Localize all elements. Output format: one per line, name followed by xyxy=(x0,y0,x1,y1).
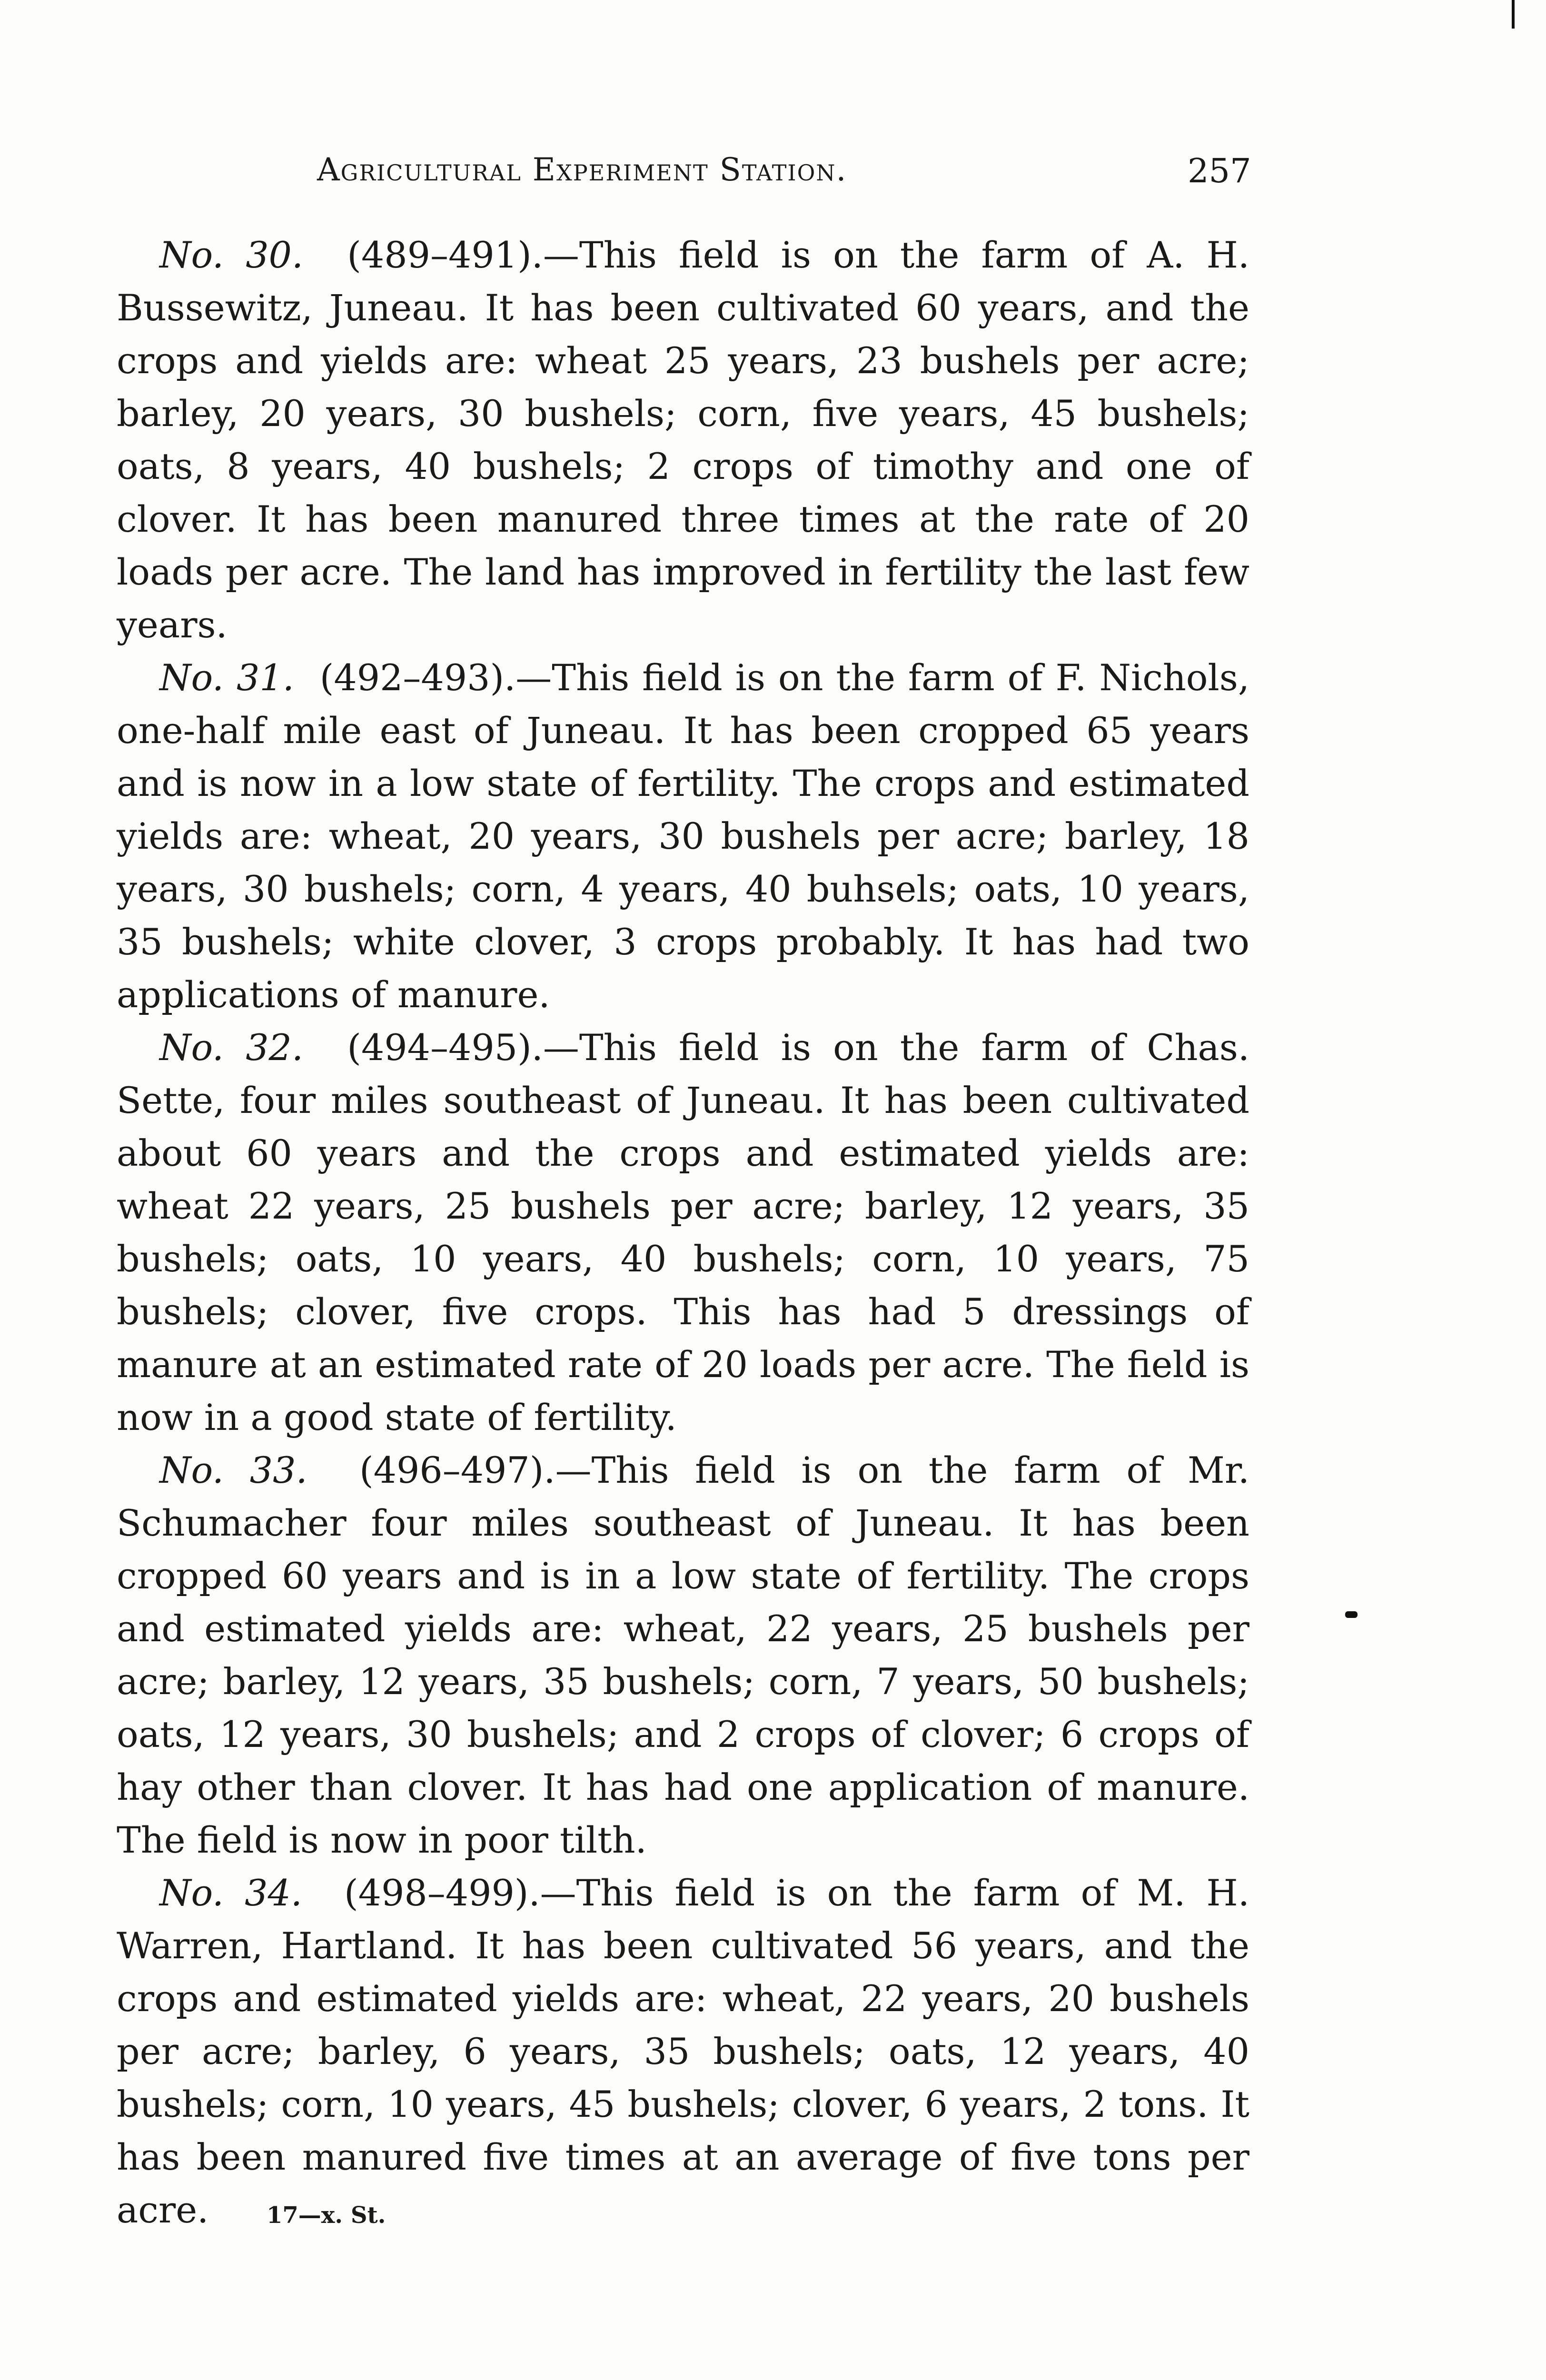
scan-edge-top xyxy=(1512,0,1515,29)
margin-ink-mark xyxy=(1345,1611,1358,1618)
entry-text: (494–495).—This field is on the farm of Chas. Sette, four miles southeast of Juneau. It has been cultivated about 60 years and the crops and estimated yields are: wheat 22 years, 25 bushels per acre; barley, 12 years, 35 bushels; oats, 10 years, 40 bushels; corn, 10 years, 75 bushels; clover, five crops. This has had 5 dressings of manure at an estimated rate of 20 loads per acre. The field is now in a good state of fertility. xyxy=(117,1026,1249,1438)
entry-label: No. 30. xyxy=(159,234,304,276)
entry-text: (496–497).—This field is on the farm of Mr. Schumacher four miles southeast of Juneau. It has been cropped 60 years and is in a low state of fertility. The crops and estimated yields are: wheat, 22 years, 25 bushels per acre; barley, 12 years, 35 bushels; corn, 7 years, 50 bushels; oats, 12 years, 30 bushels; and 2 crops of clover; 6 crops of hay other than clover. It has had one application of manure. The field is now in poor tilth. xyxy=(117,1449,1249,1861)
entry-label: No. 31. xyxy=(159,656,294,699)
entry-label: No. 33. xyxy=(159,1449,307,1491)
entry-no-33 xyxy=(117,1444,1249,1866)
entry-text: (492–493).—This field is on the farm of F. Nichols, one-half mile east of Juneau. It has been cropped 65 years and is now in a low state of fertility. The crops and estimated yields are: wheat, 20 years, 30 bushels per acre; barley, 18 years, 30 bushels; corn, 4 years, 40 buhsels; oats, 10 years, 35 bushels; white clover, 3 crops probably. It has had two applications of manure. xyxy=(117,656,1249,1016)
entry-no-30 xyxy=(117,228,1249,651)
entry-label: No. 32. xyxy=(159,1026,304,1069)
entry-label: No. 34. xyxy=(159,1872,302,1914)
entry-text: (489–491).—This field is on the farm of A. H. Bussewitz, Juneau. It has been cultivated 60 years, and the crops and yields are: wheat 25 years, 23 bushels per acre; barley, 20 years, 30 bushels; corn, five years, 45 bushels; oats, 8 years, 40 bushels; 2 crops of timothy and one of clover. It has been manured three times at the rate of 20 loads per acre. The land has improved in fertility the last few years. xyxy=(117,234,1250,646)
entry-no-31 xyxy=(117,651,1249,1021)
entry-no-34 xyxy=(117,1866,1249,2236)
entry-no-32 xyxy=(117,1021,1249,1444)
entry-text: (498–499).—This field is on the farm of M. H. Warren, Hartland. It has been cultivated 56 years, and the crops and estimated yields are: wheat, 22 years, 20 bushels per acre; barley, 6 years, 35 bushels; oats, 12 years, 40 bushels; corn, 10 years, 45 bushels; clover, 6 years, 2 tons. It has been manured five times at an average of five tons per acre. xyxy=(117,1872,1249,2231)
running-title: Agricultural Experiment Station. xyxy=(317,151,847,188)
signature-mark: 17—x. St. xyxy=(267,2202,386,2229)
page-number: 257 xyxy=(1188,151,1251,190)
body-text xyxy=(117,228,1249,2236)
